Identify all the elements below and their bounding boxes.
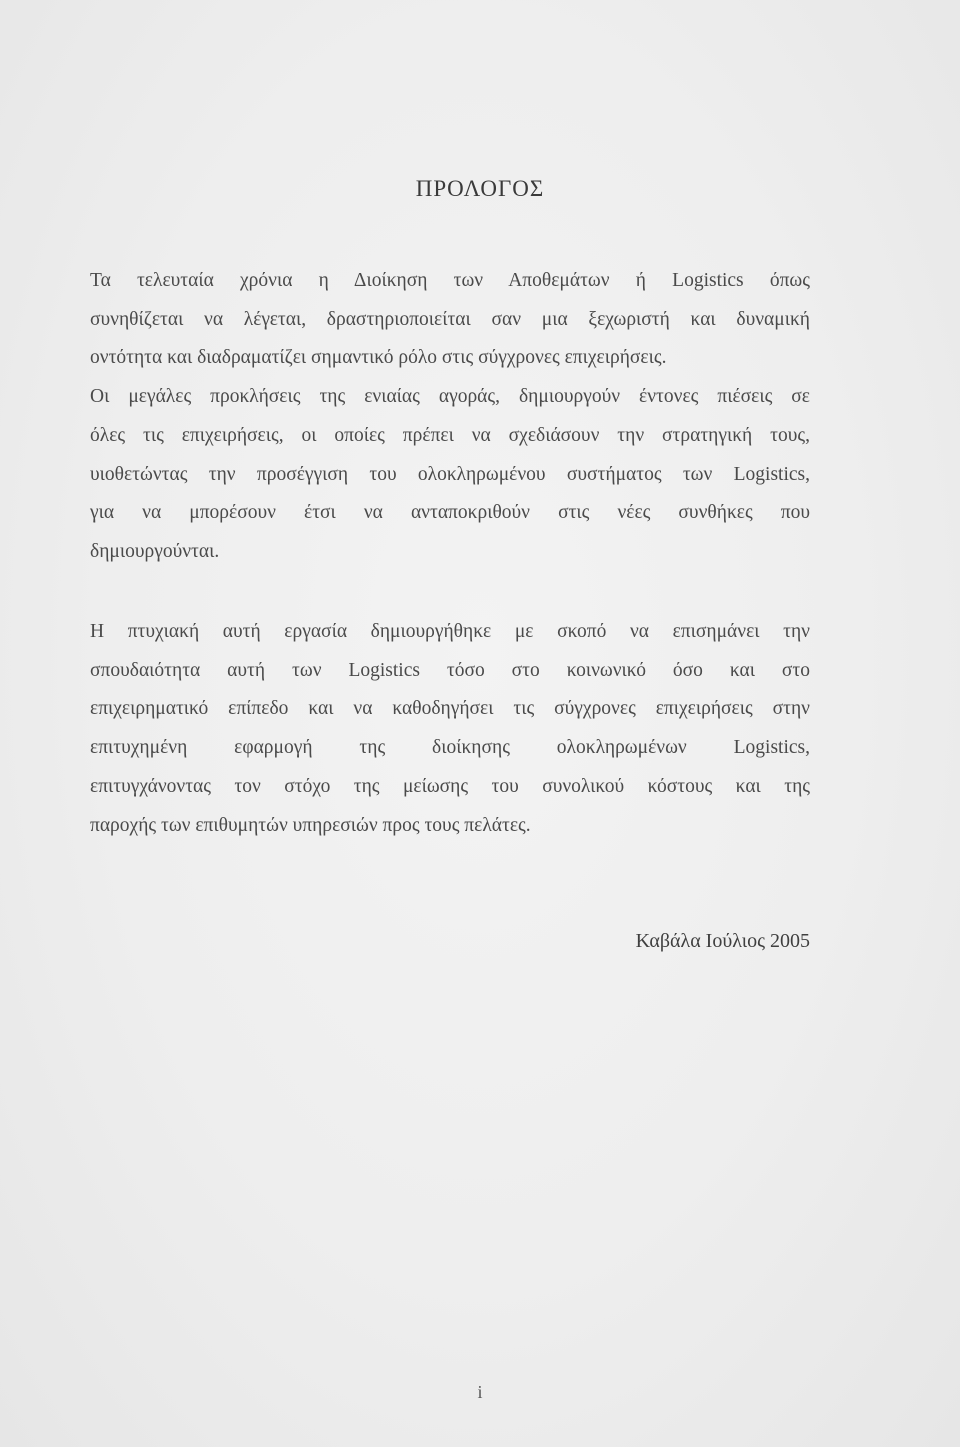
paragraph-line: επιτυγχάνοντας τον στόχο της μείωσης του συνολικού κόστους και της bbox=[90, 775, 810, 797]
paragraph-line: Η πτυχιακή αυτή εργασία δημιουργήθηκε με σκοπό να επισημάνει την bbox=[90, 621, 810, 642]
paragraph-line: συνηθίζεται να λέγεται, δραστηριοποιείται σαν μια ξεχωριστή και δυναμική bbox=[90, 308, 810, 330]
paragraph-line: σπουδαιότητα αυτή των Logistics τόσο στο κοινωνικό όσο και στο bbox=[90, 659, 810, 681]
page-number: i bbox=[477, 1382, 483, 1402]
paragraph-1 bbox=[90, 262, 810, 572]
paragraph-line: παροχής των επιθυμητών υπηρεσιών προς τους πελάτες. bbox=[90, 814, 531, 836]
paragraph-line: για να μπορέσουν έτσι να ανταποκριθούν στις νέες συνθήκες που bbox=[90, 502, 810, 524]
page-title: ΠΡΟΛΟΓΟΣ bbox=[415, 176, 545, 201]
paragraph-line: Οι μεγάλες προκλήσεις της ενιαίας αγοράς, δημιουργούν έντονες πιέσεις σε bbox=[90, 386, 810, 408]
paragraph-line: δημιουργούνται. bbox=[90, 540, 220, 562]
paragraph-2 bbox=[90, 613, 810, 845]
paragraph-line: οντότητα και διαδραματίζει σημαντικό ρόλο στις σύγχρονες επιχειρήσεις. bbox=[90, 347, 667, 369]
signature-place-date: Καβάλα Ιούλιος 2005 bbox=[635, 930, 810, 952]
paragraph-line: υιοθετώντας την προσέγγιση του ολοκληρωμένου συστήματος των Logistics, bbox=[90, 463, 810, 485]
paragraph-line: επιτυχημένη εφαρμογή της διοίκησης ολοκληρωμένων Logistics, bbox=[90, 737, 810, 759]
paragraph-line: όλες τις επιχειρήσεις, οι οποίες πρέπει να σχεδιάσουν την στρατηγική τους, bbox=[90, 424, 810, 446]
paragraph-line: επιχειρηματικό επίπεδο και να καθοδηγήσει τις σύγχρονες επιχειρήσεις στην bbox=[90, 698, 810, 720]
paragraph-line: Τα τελευταία χρόνια η Διοίκηση των Αποθεμάτων ή Logistics όπως bbox=[90, 270, 810, 291]
